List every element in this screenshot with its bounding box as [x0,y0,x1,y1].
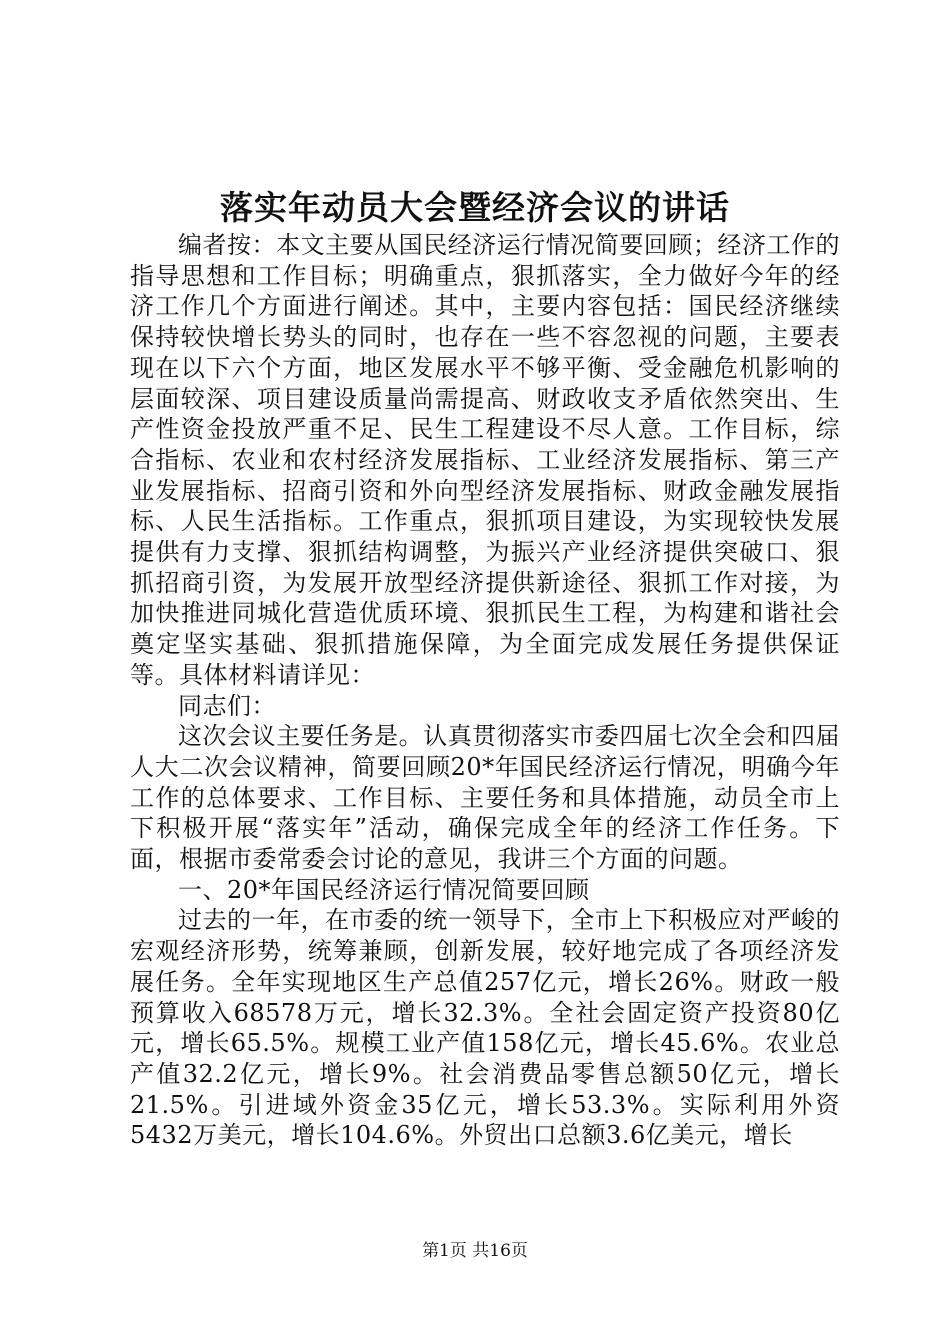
review-paragraph: 过去的一年，在市委的统一领导下，全市上下积极应对严峻的宏观经济形势，统筹兼顾，创新发展，较好地完成了各项经济发展任务。全年实现地区生产总值257亿元，增长26%。财政一般预算收入68578万元，增长32.3%。全社会固定资产投资80亿元，增长65.5%。规模工业产值158亿元，增长45.6%。农业总产值32.2亿元，增长9%。社会消费品零售总额50亿元，增长21.5%。引进域外资金35亿元，增长53.3%。实际利用外资5432万美元，增长104.6%。外贸出口总额3.6亿美元，增长 [130,906,840,1150]
section-heading: 一、20*年国民经济运行情况简要回顾 [178,875,590,904]
meeting-task-paragraph: 这次会议主要任务是。认真贯彻落实市委四届七次全会和四届人大二次会议精神，简要回顾20*年国民经济运行情况，明确今年工作的总体要求、工作目标、主要任务和具体措施，动员全市上下积极开展“落实年”活动，确保完成全年的经济工作任务。下面，根据市委常委会讨论的意见，我讲三个方面的问题。 [130,722,840,874]
document-title: 落实年动员大会暨经济会议的讲话 [220,188,730,227]
editor-note-paragraph: 编者按：本文主要从国民经济运行情况简要回顾；经济工作的指导思想和工作目标；明确重点，狠抓落实，全力做好今年的经济工作几个方面进行阐述。其中，主要内容包括：国民经济继续保持较快增长势头的同时，也存在一些不容忽视的问题，主要表现在以下六个方面，地区发展水平不够平衡、受金融危机影响的层面较深、项目建设质量尚需提高、财政收支矛盾依然突出、生产性资金投放严重不足、民生工程建设不尽人意。工作目标，综合指标、农业和农村经济发展指标、工业经济发展指标、第三产业发展指标、招商引资和外向型经济发展指标、财政金融发展指标、人民生活指标。工作重点，狠抓项目建设，为实现较快发展提供有力支撑、狠抓结构调整，为振兴产业经济提供突破口、狠抓招商引资，为发展开放型经济提供新途径、狠抓工作对接，为加快推进同城化营造优质环境、狠抓民生工程，为构建和谐社会奠定坚实基础、狠抓措施保障，为全面完成发展任务提供保证等。具体材料请详见： [130,231,840,689]
salutation-paragraph: 同志们： [178,691,276,720]
page-number-footer: 第1页 共16页 [422,1241,528,1261]
document-body [130,230,840,1151]
